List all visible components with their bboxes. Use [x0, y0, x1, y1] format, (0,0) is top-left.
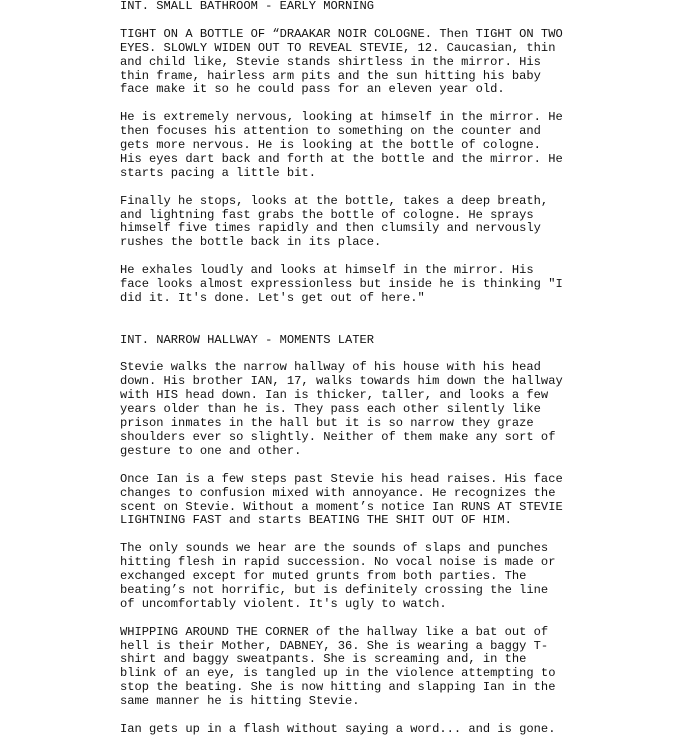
action-paragraph: He is extremely nervous, looking at himself in the mirror. He then focuses his attention to something on the counter and gets more nervous. He is looking at the bottle of cologne. His eyes dart back and forth at the bottle and the mirror. He starts pacing a little bit.: [120, 110, 563, 180]
action-paragraph: The only sounds we hear are the sounds of slaps and punches hitting flesh in rapid succession. No vocal noise is made or exchanged except for muted grunts from both parties. The beating’s not horrific, but is definitely crossing the line of uncomfortably violent. It's ugly to watch.: [120, 541, 556, 611]
scene-heading: INT. NARROW HALLWAY - MOMENTS LATER: [120, 332, 375, 347]
action-paragraph: TIGHT ON A BOTTLE OF “DRAAKAR NOIR COLOGNE. Then TIGHT ON TWO EYES. SLOWLY WIDEN OUT TO REVEAL STEVIE, 12. Caucasian, thin and child like, Stevie stands shirtless in the mirror. His thin frame, hairless arm pits and the sun hitting his baby face make it so he could pass for an eleven year old.: [120, 26, 563, 97]
action-paragraph: He exhales loudly and looks at himself in the mirror. His face looks almost expressionless but inside he is thinking "I did it. It's done. Let's get out of here.": [120, 263, 563, 305]
screenplay-page: [120, 0, 620, 737]
action-paragraph: Ian gets up in a flash without saying a word... and is gone.: [120, 721, 556, 736]
action-paragraph: Once Ian is a few steps past Stevie his head raises. His face changes to confusion mixed with annoyance. He recognizes the scent on Stevie. Without a moment’s notice Ian RUNS AT STEVIE LIGHTNING FAST and starts BEATING THE SHIT OUT OF HIM.: [120, 471, 563, 528]
scene-heading: INT. SMALL BATHROOM - EARLY MORNING: [120, 0, 375, 13]
action-paragraph: WHIPPING AROUND THE CORNER of the hallway like a bat out of hell is their Mother, DABNEY, 36. She is wearing a baggy T- shirt and baggy sweatpants. She is screaming and, in the blink of an eye, is tangled up in the violence attempting to stop the beating. She is now hitting and slapping Ian in the same manner he is hitting Stevie.: [120, 624, 556, 709]
action-paragraph: Finally he stops, looks at the bottle, takes a deep breath, and lightning fast grabs the bottle of cologne. He sprays himself five times rapidly and then clumsily and nervously rushes the bottle back in its place.: [120, 193, 549, 250]
action-paragraph: Stevie walks the narrow hallway of his house with his head down. His brother IAN, 17, walks towards him down the hallway with HIS head down. Ian is thicker, taller, and looks a few years older than he is. They pass each other silently like prison inmates in the hall but it is so narrow they graze shoulders ever so slightly. Neither of them make any sort of gesture to one and other.: [120, 360, 563, 458]
